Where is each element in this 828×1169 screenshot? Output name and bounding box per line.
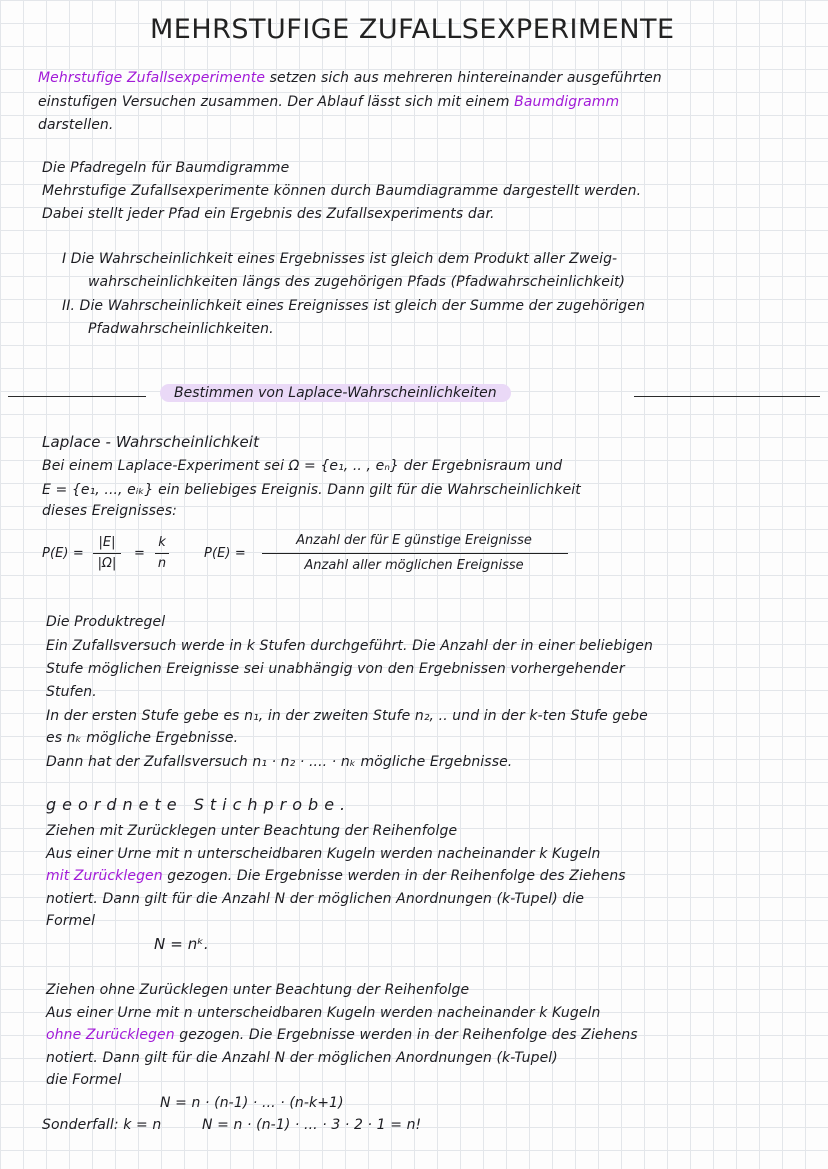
page-title: MEHRSTUFIGE ZUFALLSEXPERIMENTE <box>150 14 675 45</box>
intro-highlight-term: Mehrstufige Zufallsexperimente <box>38 70 266 86</box>
produktregel-line-3: Stufen. <box>46 684 97 700</box>
produktregel-heading: Die Produktregel <box>46 614 166 630</box>
sonderfall-formula: N = n · (n-1) · ... · 3 · 2 · 1 = n! <box>202 1117 422 1133</box>
intro-line-3: darstellen. <box>38 117 114 133</box>
ohne-zuruecklegen-line-2 <box>46 1025 638 1045</box>
produktregel-line-5: es nₖ mögliche Ergebnisse. <box>46 730 239 746</box>
formula-2-bar <box>262 553 568 554</box>
formula-1-numerator: |E| <box>98 535 116 550</box>
divider-right <box>634 396 820 397</box>
formula-2-numerator: Anzahl der für E günstige Ereignisse <box>296 533 532 548</box>
formula-2-lhs: P(E) = <box>204 546 246 561</box>
section-header: Bestimmen von Laplace-Wahrscheinlichkeiten <box>160 384 511 402</box>
produktregel-line-4: In der ersten Stufe gebe es n₁, in der zweiten Stufe n₂, .. und in der k-ten Stufe gebe <box>46 708 648 724</box>
sonderfall-label: Sonderfall: k = n <box>42 1117 162 1133</box>
ohne-zuruecklegen-formula: N = n · (n-1) · ... · (n-k+1) <box>160 1095 344 1111</box>
stichprobe-heading: geordnete Stichprobe. <box>46 795 352 814</box>
produktregel-line-1: Ein Zufallsversuch werde in k Stufen durchgeführt. Die Anzahl der in einer beliebigen <box>46 638 653 654</box>
produktregel-line-2: Stufe möglichen Ereignisse sei unabhängig von den Ergebnissen vorhergehender <box>46 661 625 677</box>
mit-zuruecklegen-line-2 <box>46 866 626 886</box>
formula-1-denominator: |Ω| <box>97 556 117 571</box>
intro-line-1 <box>38 68 662 88</box>
pfadregel-2b: Pfadwahrscheinlichkeiten. <box>88 321 274 337</box>
intro-highlight-baumdiagramm: Baumdigramm <box>514 94 620 110</box>
intro-line-1-text: setzen sich aus mehreren hintereinander ausgeführten <box>265 70 662 86</box>
ohne-zuruecklegen-line-4: die Formel <box>46 1072 122 1088</box>
formula-1-bar <box>93 553 121 554</box>
mit-zuruecklegen-line-2-text: gezogen. Die Ergebnisse werden in der Reihenfolge des Ziehens <box>162 868 626 884</box>
pfadregeln-line-2: Dabei stellt jeder Pfad ein Ergebnis des Zufallsexperiments dar. <box>42 206 495 222</box>
intro-line-2 <box>38 92 619 112</box>
ohne-zuruecklegen-line-3: notiert. Dann gilt für die Anzahl N der möglichen Anordnungen (k-Tupel) <box>46 1050 558 1066</box>
intro-line-2-text: einstufigen Versuchen zusammen. Der Ablauf lässt sich mit einem <box>38 94 515 110</box>
mit-zuruecklegen-line-4: Formel <box>46 913 96 929</box>
pfadregeln-line-1: Mehrstufige Zufallsexperimente können durch Baumdiagramme dargestellt werden. <box>42 183 642 199</box>
produktregel-line-6: Dann hat der Zufallsversuch n₁ · n₂ · .... · nₖ mögliche Ergebnisse. <box>46 754 513 770</box>
formula-2-denominator: Anzahl aller möglichen Ereignisse <box>304 558 524 573</box>
laplace-line-3: dieses Ereignisses: <box>42 503 177 519</box>
pfadregel-1a: I Die Wahrscheinlichkeit eines Ergebnisses ist gleich dem Produkt aller Zweig- <box>62 251 618 267</box>
pfadregel-2a: II. Die Wahrscheinlichkeit eines Ereignisses ist gleich der Summe der zugehörigen <box>62 298 645 314</box>
mit-zuruecklegen-line-1: Aus einer Urne mit n unterscheidbaren Kugeln werden nacheinander k Kugeln <box>46 846 601 862</box>
mit-zuruecklegen-highlight: mit Zurücklegen <box>46 868 163 884</box>
formula-1-denominator-n: n <box>157 556 167 571</box>
mit-zuruecklegen-subheading: Ziehen mit Zurücklegen unter Beachtung der Reihenfolge <box>46 823 458 839</box>
ohne-zuruecklegen-line-1: Aus einer Urne mit n unterscheidbaren Kugeln werden nacheinander k Kugeln <box>46 1005 601 1021</box>
ohne-zuruecklegen-subheading: Ziehen ohne Zurücklegen unter Beachtung der Reihenfolge <box>46 982 470 998</box>
mit-zuruecklegen-formula: N = nᵏ. <box>154 935 209 953</box>
pfadregel-1b: wahrscheinlichkeiten längs des zugehörigen Pfads (Pfadwahrscheinlichkeit) <box>88 274 626 290</box>
mit-zuruecklegen-line-3: notiert. Dann gilt für die Anzahl N der möglichen Anordnungen (k-Tupel) die <box>46 891 585 907</box>
formula-1-equals: = <box>134 546 145 561</box>
laplace-line-2: E = {e₁, ..., eᵢₖ} ein beliebiges Ereignis. Dann gilt für die Wahrscheinlichkeit <box>42 482 581 498</box>
formula-1-bar-2 <box>155 553 169 554</box>
laplace-heading: Laplace - Wahrscheinlichkeit <box>42 433 260 451</box>
formula-1-numerator-k: k <box>158 535 166 550</box>
pfadregeln-heading: Die Pfadregeln für Baumdigramme <box>42 160 290 176</box>
ohne-zuruecklegen-line-2-text: gezogen. Die Ergebnisse werden in der Reihenfolge des Ziehens <box>174 1027 638 1043</box>
formula-1-lhs: P(E) = <box>42 546 84 561</box>
divider-left <box>8 396 146 397</box>
laplace-line-1: Bei einem Laplace-Experiment sei Ω = {e₁, .. , eₙ} der Ergebnisraum und <box>42 458 563 474</box>
ohne-zuruecklegen-highlight: ohne Zurücklegen <box>46 1027 175 1043</box>
